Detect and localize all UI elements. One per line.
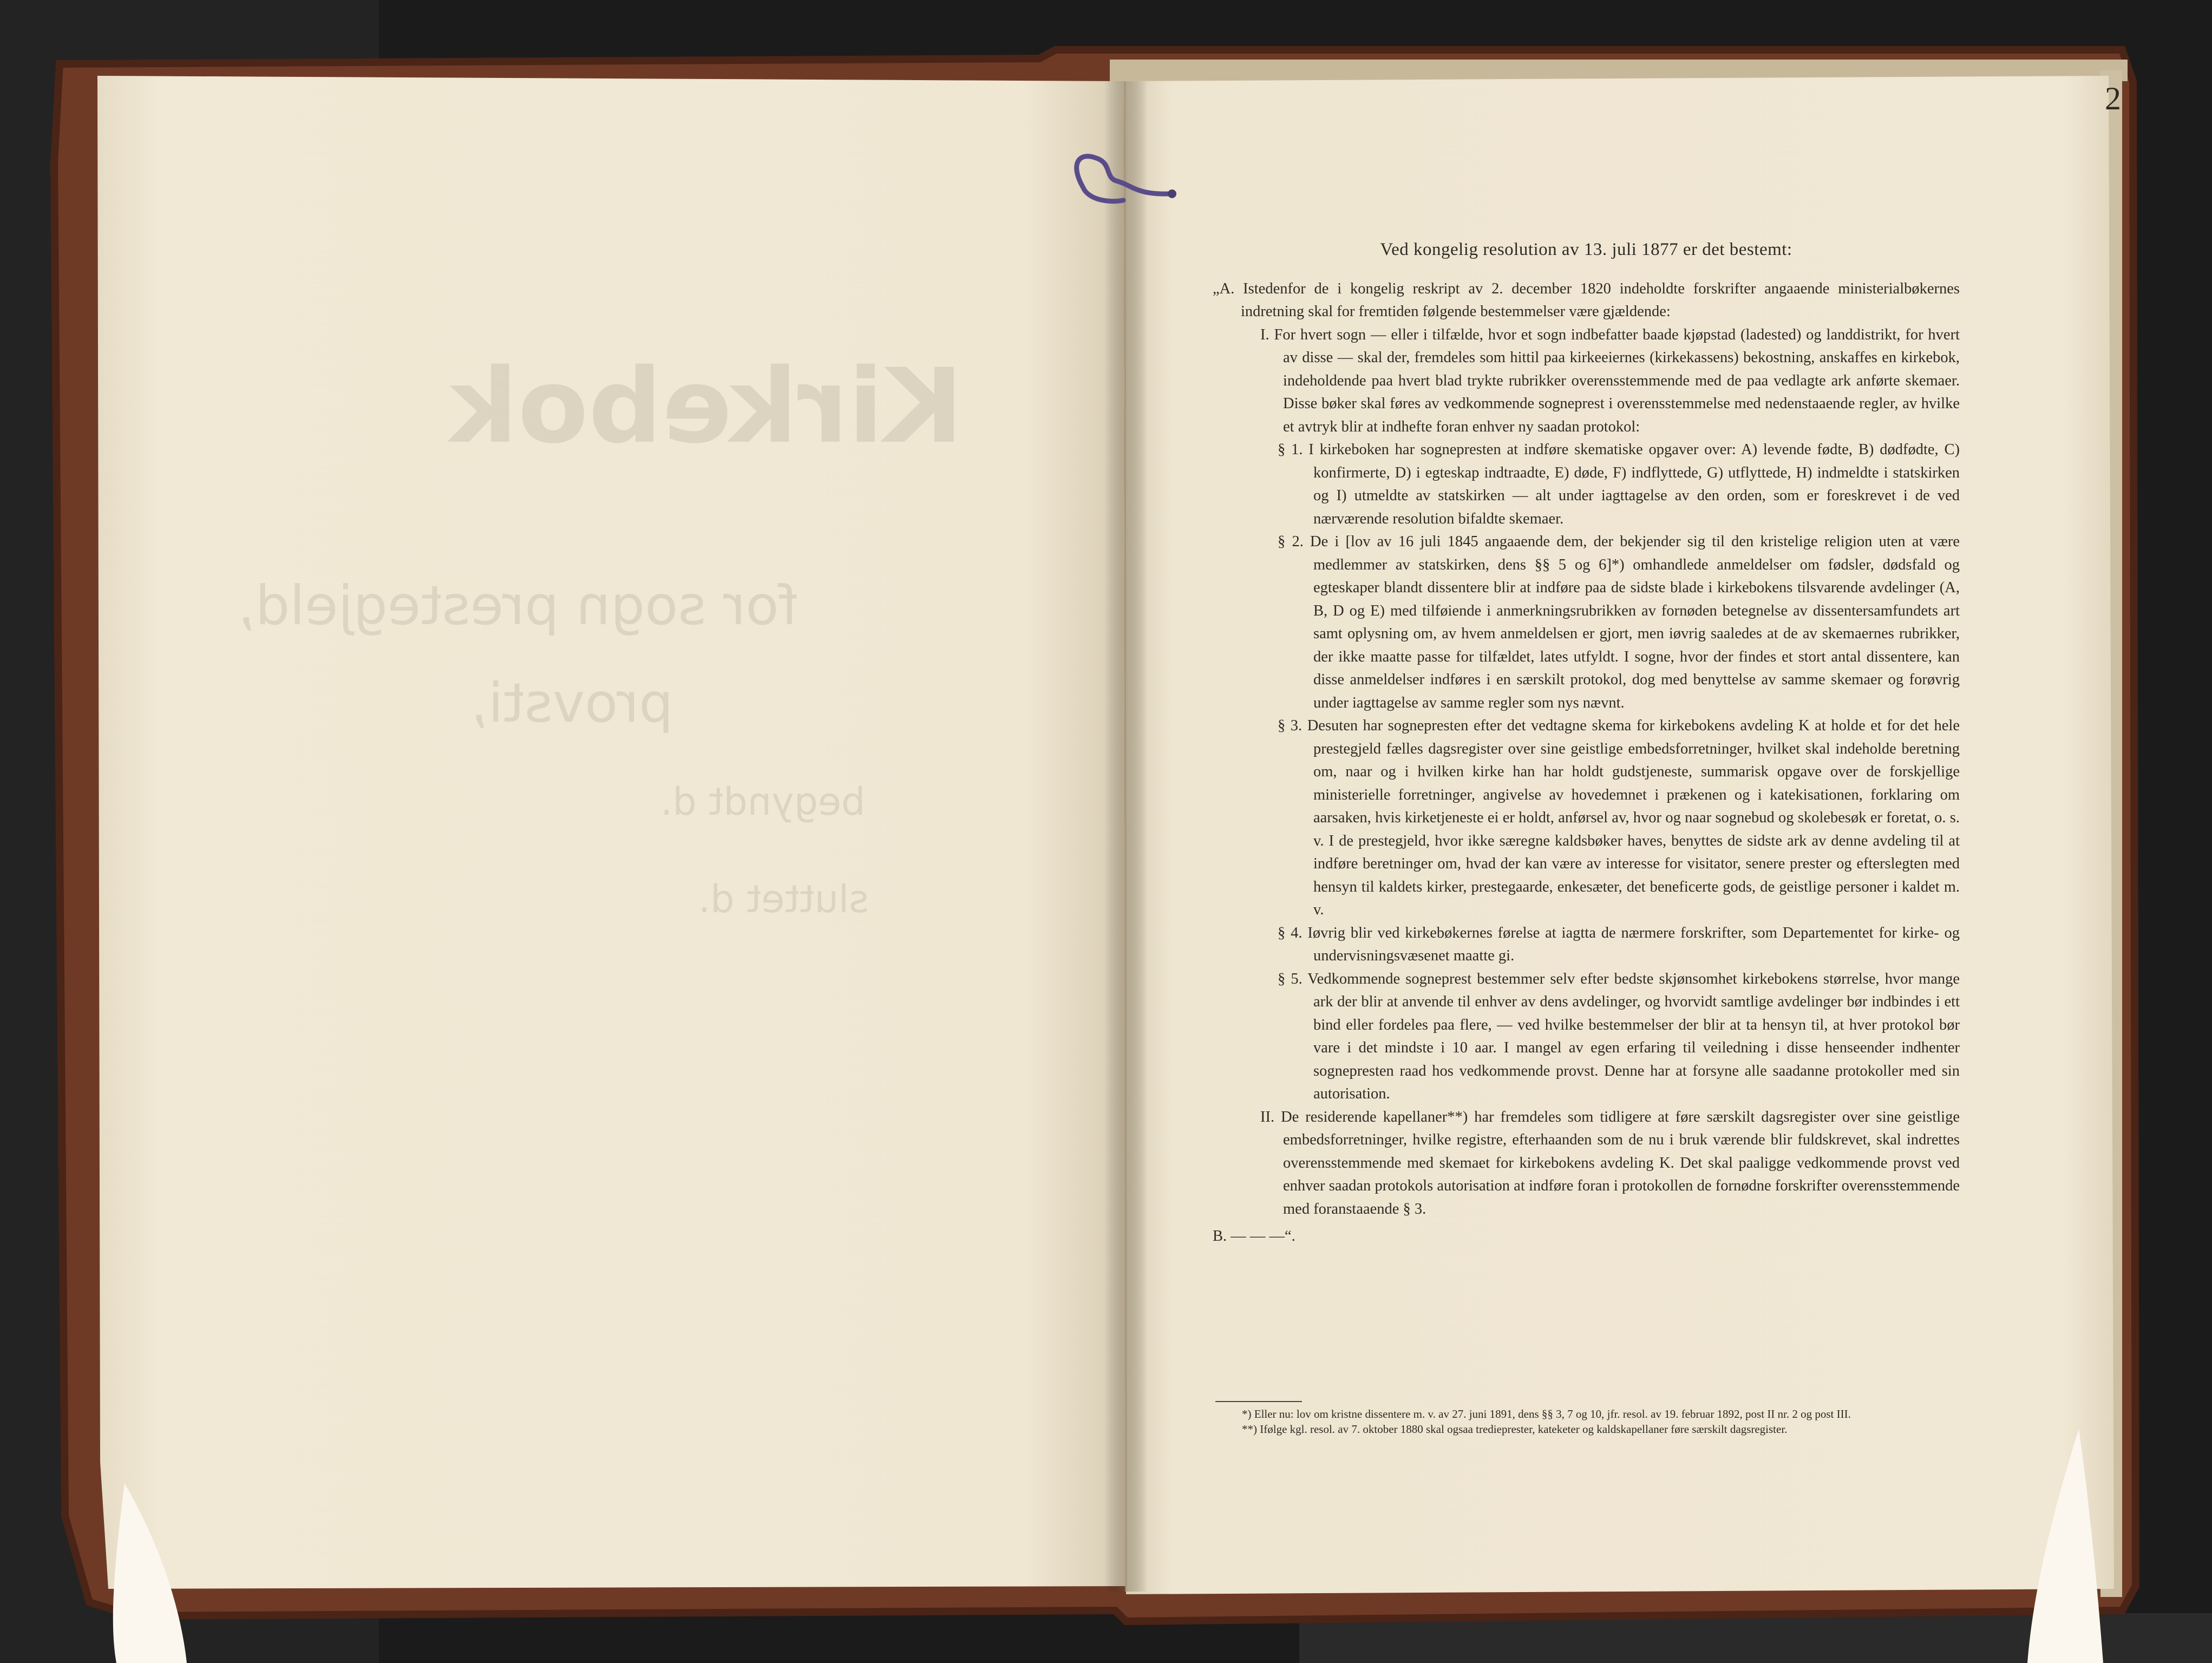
- footnotes: [1240, 1406, 1954, 1437]
- paragraph-1: § 1. I kirkeboken har sognepresten at indføre skematiske opgaver over: A) levende fødte, B) dødfødte, C) konfirmerte, D) i egteskap indtraadte, E) døde, F) indflyttede, G) utflyttede, H) indmeldte i statskirken og I) utmeldte av statskirken — alt under iagttagelse av den orden, som er foreskrevet i de ved nærværende resolution bifaldte skemaer.: [1278, 441, 1960, 527]
- bleed-through-text: begyndt d.: [660, 780, 866, 824]
- bleed-through-text: provsti,: [471, 671, 673, 735]
- paragraph-5: § 5. Vedkommende sogneprest bestemmer selv efter bedste skjønsomhet kirkebokens størrelse, hvor mange ark der blir at anvende til enhver av dens avdelinger, og hvorvidt samtlige avdelinger bør indbindes i ett bind eller fordeles paa flere, — ved hvilke bestemmelser der blir at ta hensyn til, at hver protokol bør vare i det mindste i 10 aar. I mangel av egen erfaring til veiledning i disse henseender indhenter sognepresten raad hos vedkommende provst. Denne har at forsyne alle saadanne protokoller med sin autorisation.: [1278, 970, 1960, 1102]
- left-page: [97, 76, 1126, 1589]
- footnote-2: **) Ifølge kgl. resol. av 7. oktober 1880 skal ogsaa tredieprester, kateketer og kaldskapellaner føre særskilt dagsregister.: [1242, 1423, 1788, 1436]
- paragraph-3: § 3. Desuten har sognepresten efter det vedtagne skema for kirkebokens avdeling K at holde et for det hele prestegjeld fælles dagsregister over sine geistlige embedsforretninger, hvilket skal indeholde beretning om, naar og i hvilken kirke han har holdt gudstjeneste, summarisk opgave over de forskjellige ministerielle forretninger, angivelse av hovedemnet i prækenen og i katekisationen, forklaring om aarsaken, hvis kirketjeneste ei er holdt, anførsel av, hvor og naar sognebud og skolebesøk er foretat, o. s. v. I de prestegjeld, hvor ikke særegne kaldsbøker haves, benyttes de sidste ark av denne avdeling til at indføre beretninger om, hvad der kan være av interesse for visitator, senere prester og efterslegten med hensyn til kaldets kirker, prestegaarde, enkesæter, det beneficerte gods, de geistlige personer i kaldet m. v.: [1278, 717, 1960, 918]
- item-i: I. For hvert sogn — eller i tilfælde, hvor et sogn indbefatter baade kjøpstad (ladested) og landdistrikt, for hvert av disse — skal der, fremdeles som hittil paa kirkeeiernes (kirkekassens) bekostning, anskaffes en kirkebok, indeholdende paa hvert blad trykte rubrikker overensstemmende med de paa vedlagte ark anførte skemaer. Disse bøker skal føres av vedkommende sogneprest i overensstemmelse med nedenstaaende regler, av hvilke et avtryk blir at indhefte foran enhver ny saadan protokol:: [1260, 326, 1960, 435]
- footnote-1: *) Eller nu: lov om kristne dissentere m. v. av 27. juni 1891, dens §§ 3, 7 og 10, jfr. resol. av 19. februar 1892, post II nr. 2 og post III.: [1242, 1407, 1851, 1420]
- resolution-text: [1213, 238, 1960, 1248]
- bleed-through-text: sluttet d.: [698, 877, 869, 921]
- section-b: B. — — —“.: [1213, 1228, 1295, 1245]
- paragraph-2: § 2. De i [lov av 16 juli 1845 angaaende dem, der bekjender sig til den kristelige religion uten at være medlemmer av statskirken, dens §§ 5 og 6]*) omhandlede anmeldelser om fødsler, dødsfald og egteskaper blandt dissentere blir at indføre paa de sidste blade i kirkebokens tilsvarende avdelinger (A, B, D og E) med tilføiende i anmerkningsrubrikken av fornøden betegnelse av dissentersamfundets art samt oplysning om, av hvem anmeldelsen er gjort, men iøvrig saaledes at de av skemaernes rubrikker, der ikke maatte passe for tilfældet, lates utfyldt. I sogne, hvor der findes et stort antal dissentere, kan disse anmeldelser indføres i en særskilt protokol, dog med benyttelse av samme skemaer og forøvrig under iagttagelse av samme regler som nys nævnt.: [1278, 533, 1960, 711]
- paragraph-4: § 4. Iøvrig blir ved kirkebøkernes førelse at iagtta de nærmere forskrifter, som Departementet for kirke- og undervisningsvæsenet maatte gi.: [1278, 924, 1960, 964]
- bleed-through-text: for sogn prestegjeld,: [238, 574, 798, 637]
- page-number: 2: [2105, 81, 2121, 116]
- bleed-through-text: Kirkebok: [449, 346, 964, 466]
- resolution-title: Ved kongelig resolution av 13. juli 1877 er det bestemt:: [1380, 240, 1792, 259]
- section-a: „A. Istedenfor de i kongelig reskript av 2. december 1820 indeholdte forskrifter angaaende ministerialbøkernes indretning skal for fremtiden følgende bestemmelser være gjældende:: [1213, 280, 1960, 320]
- item-ii: II. De residerende kapellaner**) har fremdeles som tidligere at føre særskilt dagsregister over sine geistlige embedsforretninger, hvilke registre, efterhaanden som de nu i bruk værende blir fuldskrevet, skal indrettes overensstemmende med skemaet for kirkebokens avdeling K. Det skal paaligge vedkommende provst ved enhver saadan protokols autorisation at indføre foran i protokollen de fornødne forskrifter overensstemmende med foranstaaende § 3.: [1260, 1108, 1960, 1217]
- footnote-rule: [1215, 1401, 1302, 1402]
